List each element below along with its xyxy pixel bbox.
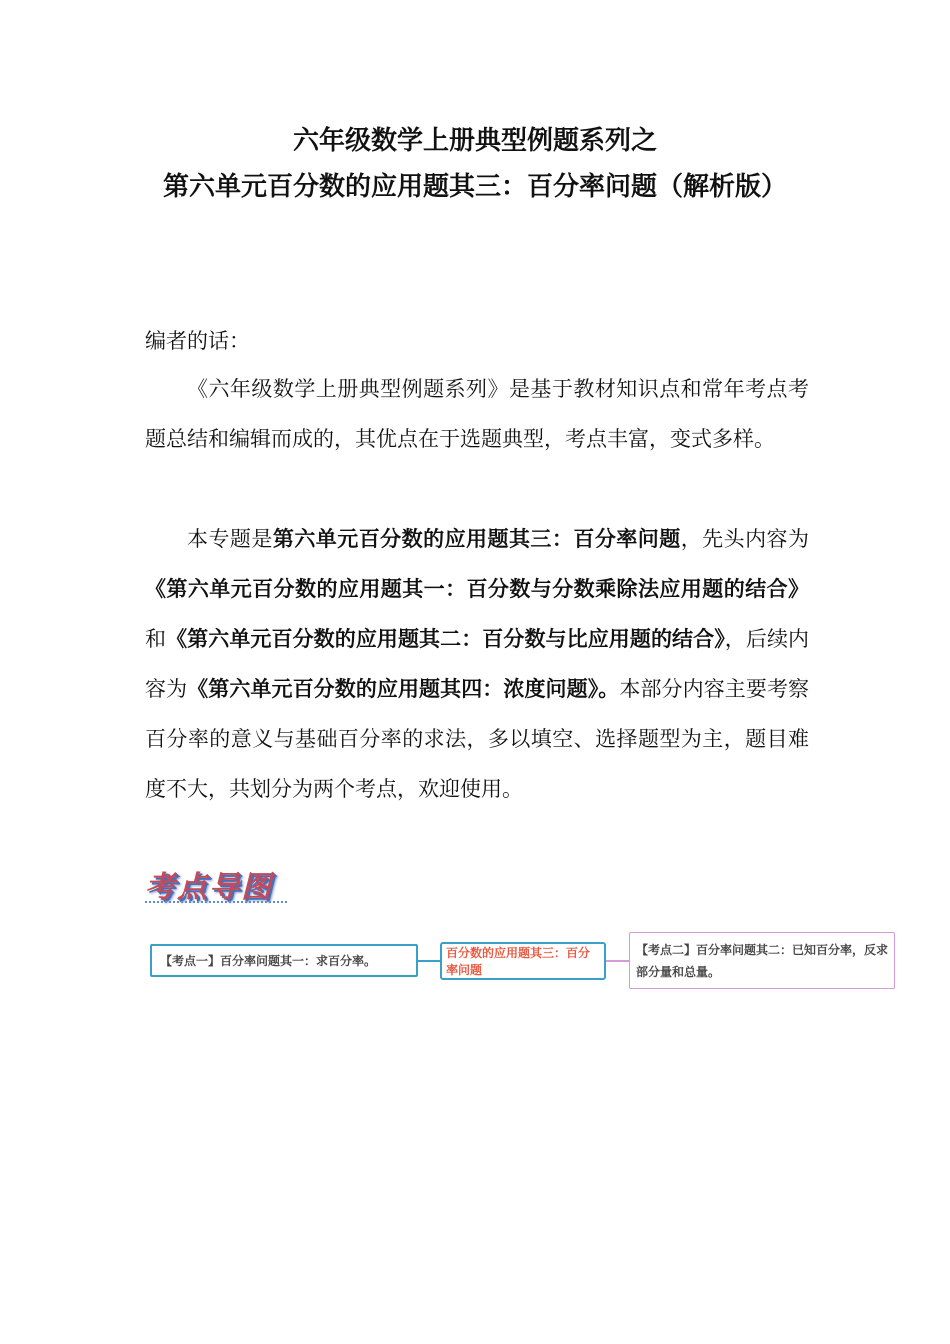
p2-text-4: ，后续内容为 — [145, 627, 810, 701]
p2-text-5: 本部分内容主要考察百分率的意义与基础百分率的求法，多以填空、选择题型为主，题目难度不大，共划分为两个考点，欢迎使用。 — [145, 677, 810, 801]
mind-map-node-point-2 — [629, 932, 895, 989]
node-point-1-label: 【考点一】百分率问题其一：求百分率。 — [160, 954, 377, 968]
editor-note-label: 编者的话： — [145, 329, 250, 353]
mind-map-connector-right — [606, 960, 629, 962]
mind-map-heading: 考点导图 — [145, 870, 273, 905]
p2-next-topic: 《第六单元百分数的应用题其四：浓度问题》。 — [187, 677, 620, 701]
mind-map-heading-underline — [145, 901, 287, 903]
editor-paragraph-2 — [145, 514, 809, 814]
mind-map-node-center — [440, 942, 606, 980]
title-line-1: 六年级数学上册典型例题系列之 — [292, 126, 657, 156]
node-point-2-label: 【考点二】百分率问题其二：已知百分率，反求部分量和总量。 — [636, 942, 889, 979]
node-center-label: 百分数的应用题其三：百分率问题 — [446, 946, 591, 977]
mind-map-connector-left — [418, 960, 440, 962]
p2-prev-topic-1: 《第六单元百分数的应用题其一：百分数与分数乘除法应用题的结合》 — [145, 577, 809, 601]
p2-current-topic: 第六单元百分数的应用题其三：百分率问题 — [272, 527, 681, 551]
p2-text-3: 和 — [145, 627, 167, 651]
mind-map-node-point-1 — [150, 944, 418, 977]
p2-text-2: ，先头内容为 — [680, 527, 810, 551]
p2-text-1: 本专题是 — [187, 527, 273, 551]
title-line-2: 第六单元百分数的应用题其三：百分率问题（解析版） — [162, 172, 787, 202]
document-title — [0, 118, 950, 210]
p2-prev-topic-2: 《第六单元百分数的应用题其二：百分数与比应用题的结合》 — [166, 627, 725, 651]
editor-paragraph-1: 《六年级数学上册典型例题系列》是基于教材知识点和常年考点考题总结和编辑而成的，其优点在于选题典型，考点丰富，变式多样。 — [145, 377, 809, 451]
